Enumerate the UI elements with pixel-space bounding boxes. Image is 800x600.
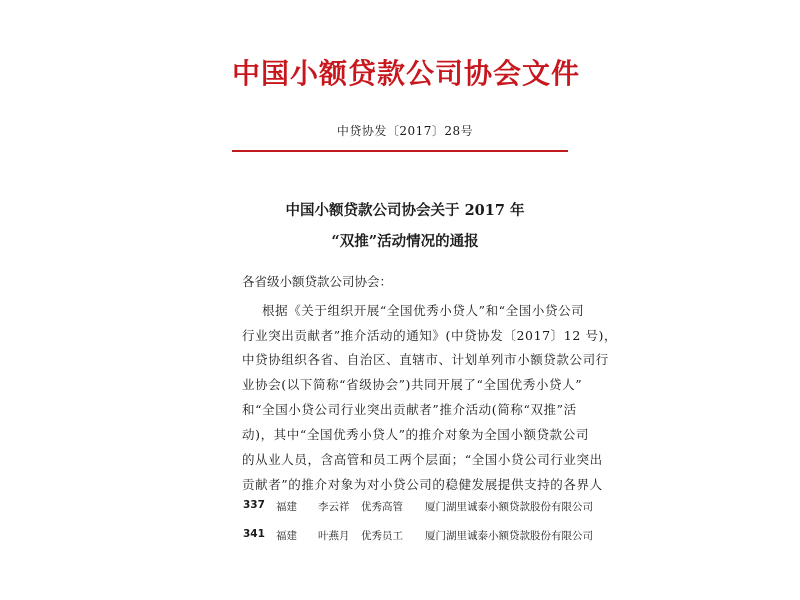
document-number: 中贷协发〔2017〕28号 <box>336 124 474 138</box>
body-line: 中贷协组织各省、自治区、直辖市、计划单列市小额贷款公司行 <box>242 352 609 367</box>
body-line: 业协会(以下简称“省级协会”)共同开展了“全国优秀小贷人” <box>242 377 583 392</box>
cell-name: 叶燕月 <box>318 530 350 542</box>
body-line: 和“全国小贷公司行业突出贡献者”推介活动(简称“双推”活 <box>242 402 577 417</box>
cell-province: 福建 <box>276 501 297 513</box>
body-line: 行业突出贡献者”推介活动的通知》(中贷协发〔2017〕12 号)， <box>242 328 618 343</box>
cell-number: 337 <box>243 499 265 511</box>
cell-award: 优秀员工 <box>361 530 403 542</box>
cell-award: 优秀高管 <box>361 501 403 513</box>
table-row <box>0 528 800 546</box>
table-row <box>0 499 800 517</box>
body-line: 根据《关于组织开展“全国优秀小贷人”和“全国小贷公司 <box>262 303 585 318</box>
cell-company: 厦门湖里诚泰小额贷款股份有限公司 <box>425 530 593 542</box>
body-line: 的从业人员，含高管和员工两个层面；“全国小贷公司行业突出 <box>242 452 603 467</box>
body-line: 动)，其中“全国优秀小贷人”的推介对象为全国小额贷款公司 <box>242 427 589 442</box>
cell-company: 厦门湖里诚泰小额贷款股份有限公司 <box>425 501 593 513</box>
document-header-title: 中国小额贷款公司协会文件 <box>232 57 581 90</box>
body-line: 贡献者”的推介对象为对小贷公司的稳健发展提供支持的各界人 <box>242 477 603 492</box>
header-red-rule <box>232 150 568 152</box>
cell-number: 341 <box>243 528 265 540</box>
salutation: 各省级小额贷款公司协会： <box>242 274 393 289</box>
subject-line-2: “双推”活动情况的通报 <box>331 233 479 250</box>
cell-province: 福建 <box>276 530 297 542</box>
cell-name: 李云祥 <box>318 501 350 513</box>
subject-line-1: 中国小额贷款公司协会关于 2017 年 <box>285 202 525 219</box>
